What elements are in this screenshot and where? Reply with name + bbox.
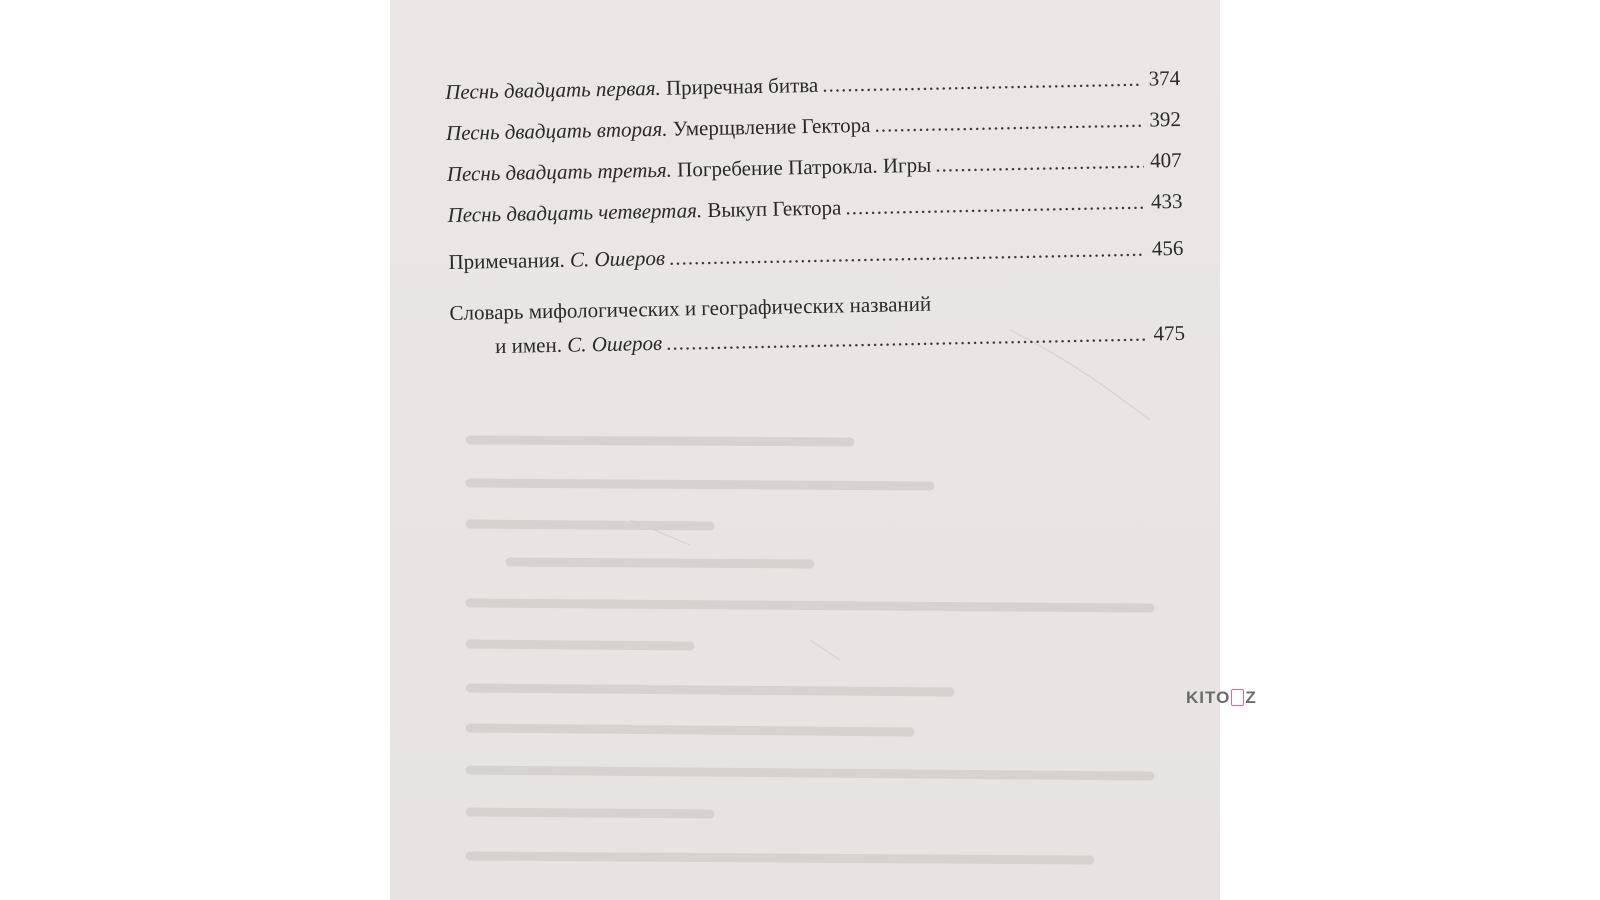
toc-entry-title: Песнь двадцать первая. Приречная битва	[445, 72, 819, 104]
table-of-contents	[445, 66, 1185, 360]
page-number: 374	[1148, 65, 1181, 91]
toc-entry-title: Песнь двадцать четвертая. Выкуп Гектора	[447, 195, 842, 227]
toc-entry-notes	[448, 236, 1184, 291]
dot-leader	[935, 149, 1144, 178]
toc-entry-title-continued: и имен. С. Ошеров	[494, 330, 663, 359]
page-number: 475	[1153, 320, 1186, 346]
page-number: 456	[1151, 235, 1184, 261]
toc-entry-title: Песнь двадцать третья. Погребение Патрокла. Игры	[446, 152, 932, 186]
book-page	[390, 0, 1220, 900]
toc-entry-title: Примечания. С. Ошеров	[448, 245, 666, 274]
dot-leader	[669, 237, 1146, 271]
watermark-logo: KITO Z	[1186, 688, 1257, 707]
page-number: 392	[1149, 106, 1182, 132]
toc-entry-title: Словарь мифологических и географических названий	[449, 291, 932, 325]
dot-leader	[845, 190, 1145, 221]
toc-entry-title: Песнь двадцать вторая. Умерщвление Гектора	[445, 112, 871, 145]
page-number: 407	[1149, 147, 1182, 173]
page-number: 433	[1150, 188, 1183, 214]
dot-leader	[822, 67, 1142, 98]
book-icon	[1231, 689, 1244, 706]
toc-entry-dictionary	[449, 287, 1185, 360]
dot-leader	[874, 108, 1143, 138]
